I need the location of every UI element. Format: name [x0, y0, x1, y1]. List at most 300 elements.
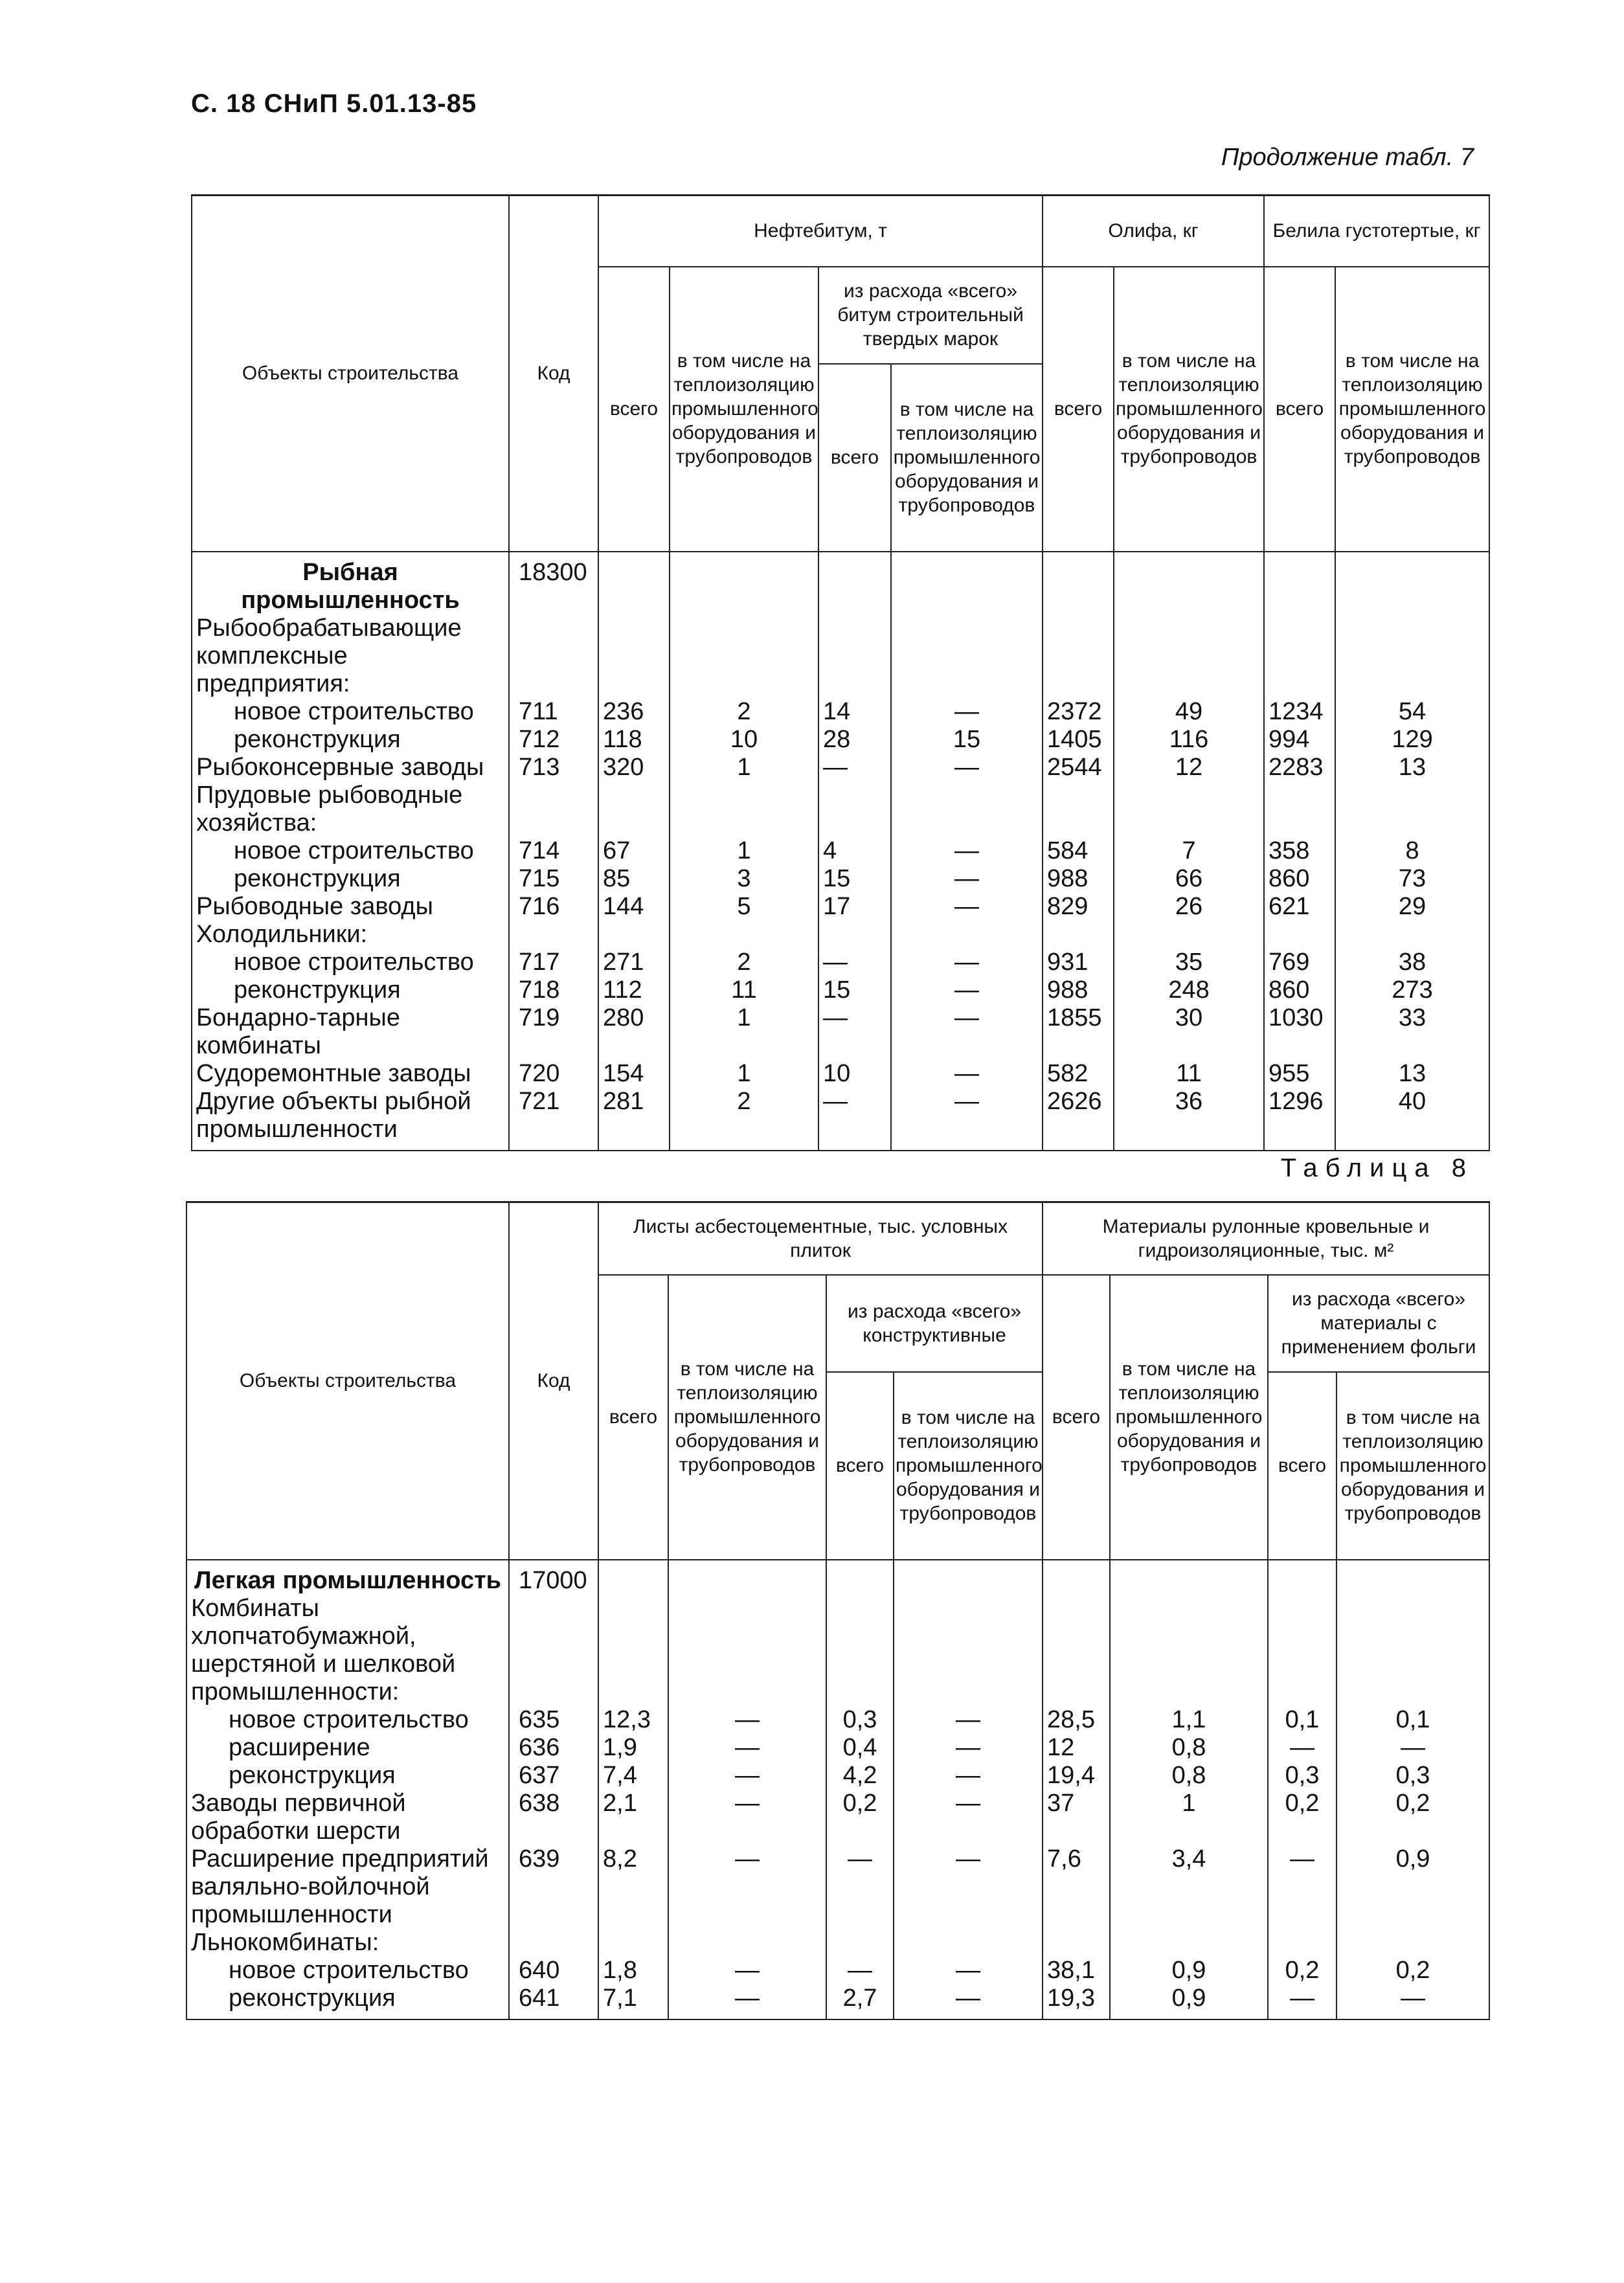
row-value-5: [1043, 1560, 1110, 1595]
row-value-8: 0,9: [1336, 1845, 1489, 1929]
row-value-3: 28: [818, 726, 891, 754]
row-value-8: 33: [1335, 1004, 1489, 1060]
row-value-5: 2626: [1043, 1088, 1114, 1151]
row-value-1: 8,2: [598, 1845, 668, 1929]
table-row: [192, 949, 1489, 976]
table-row: [186, 1957, 1489, 1985]
row-value-3: —: [818, 949, 891, 976]
row-code: [509, 614, 598, 698]
table-row: [186, 1560, 1489, 1595]
roll-total-header: всего: [1043, 1275, 1110, 1560]
row-value-1: 1,9: [598, 1734, 668, 1762]
olifa-total-header: всего: [1043, 267, 1114, 552]
row-value-7: 994: [1264, 726, 1335, 754]
table-8-body: [186, 1560, 1489, 2019]
row-value-3: [818, 552, 891, 614]
row-value-2: —: [668, 1734, 826, 1762]
row-value-3: 15: [818, 976, 891, 1004]
row-value-6: 0,8: [1110, 1762, 1268, 1790]
row-value-2: [668, 1929, 826, 1957]
table7-continuation-caption: Продолжение табл. 7: [1221, 144, 1474, 171]
row-value-8: 73: [1335, 865, 1489, 893]
row-value-2: 1: [670, 754, 818, 782]
row-value-5: 1405: [1043, 726, 1114, 754]
row-value-5: 38,1: [1043, 1957, 1110, 1985]
row-value-2: 1: [670, 1060, 818, 1088]
row-value-6: 11: [1114, 1060, 1264, 1088]
row-code: 719: [509, 1004, 598, 1060]
table-row: [192, 893, 1489, 921]
row-value-4: —: [894, 1845, 1043, 1929]
oil-bitumen-header: Нефтебитум, т: [598, 196, 1043, 267]
row-value-1: [598, 1929, 668, 1957]
row-object-name: реконструкция: [192, 865, 509, 893]
row-value-1: 154: [598, 1060, 670, 1088]
row-code: 720: [509, 1060, 598, 1088]
row-value-6: 248: [1114, 976, 1264, 1004]
row-value-6: 12: [1114, 754, 1264, 782]
row-value-7: 1296: [1264, 1088, 1335, 1151]
row-value-1: 320: [598, 754, 670, 782]
row-value-1: 1,8: [598, 1957, 668, 1985]
table-row: [192, 698, 1489, 726]
row-value-5: 2544: [1043, 754, 1114, 782]
row-value-7: [1268, 1560, 1336, 1595]
table-row: [186, 1595, 1489, 1706]
row-object-name: Рыбоводные заводы: [192, 893, 509, 921]
row-value-4: —: [894, 1985, 1043, 2019]
row-value-1: 85: [598, 865, 670, 893]
belila-total-header: всего: [1264, 267, 1335, 552]
row-value-7: 0,1: [1268, 1706, 1336, 1734]
row-value-1: 144: [598, 893, 670, 921]
row-code: 715: [509, 865, 598, 893]
bitumen-total-header: всего: [598, 267, 670, 552]
row-value-6: [1110, 1595, 1268, 1706]
row-value-8: [1335, 921, 1489, 949]
row-code: 718: [509, 976, 598, 1004]
row-value-4: —: [894, 1957, 1043, 1985]
row-value-6: [1114, 614, 1264, 698]
row-value-2: —: [668, 1957, 826, 1985]
roll-materials-header: Материалы рулонные кровельные и гидроизоляционные, тыс. м²: [1043, 1202, 1489, 1275]
row-object-name: Холодильники:: [192, 921, 509, 949]
row-value-8: 8: [1335, 837, 1489, 865]
row-value-7: 358: [1264, 837, 1335, 865]
row-value-6: 36: [1114, 1088, 1264, 1151]
row-value-4: [891, 552, 1043, 614]
constructive-insulation-header: в том числе на теплоизоляцию промышленного оборудования и трубопроводов: [894, 1372, 1043, 1560]
row-object-name: реконструкция: [186, 1762, 509, 1790]
row-value-4: —: [891, 949, 1043, 976]
row-value-5: 988: [1043, 976, 1114, 1004]
row-value-7: —: [1268, 1845, 1336, 1929]
row-value-6: 0,9: [1110, 1957, 1268, 1985]
table-row: [186, 1929, 1489, 1957]
row-value-4: 15: [891, 726, 1043, 754]
row-value-8: —: [1336, 1734, 1489, 1762]
row-value-8: 0,3: [1336, 1762, 1489, 1790]
row-value-4: —: [894, 1790, 1043, 1845]
row-value-8: [1336, 1560, 1489, 1595]
row-value-7: 769: [1264, 949, 1335, 976]
row-value-5: [1043, 782, 1114, 837]
row-value-5: [1043, 921, 1114, 949]
row-code: 716: [509, 893, 598, 921]
row-value-8: 13: [1335, 1060, 1489, 1088]
row-value-6: [1110, 1560, 1268, 1595]
table-row: [192, 976, 1489, 1004]
row-value-6: [1114, 921, 1264, 949]
row-value-7: [1264, 552, 1335, 614]
row-value-6: 0,8: [1110, 1734, 1268, 1762]
asbestos-sheets-header: Листы асбестоцементные, тыс. условных плиток: [598, 1202, 1043, 1275]
row-value-3: 0,3: [826, 1706, 894, 1734]
table-row: [192, 754, 1489, 782]
row-code: [509, 1595, 598, 1706]
row-value-3: 15: [818, 865, 891, 893]
row-value-3: —: [826, 1845, 894, 1929]
row-value-7: —: [1268, 1985, 1336, 2019]
row-value-2: —: [668, 1706, 826, 1734]
row-value-1: 280: [598, 1004, 670, 1060]
table-row: [186, 1706, 1489, 1734]
row-code: 641: [509, 1985, 598, 2019]
row-value-8: [1335, 552, 1489, 614]
foil-total-header: всего: [1268, 1372, 1336, 1560]
row-object-name: расширение: [186, 1734, 509, 1762]
row-value-7: 860: [1264, 865, 1335, 893]
row-code: 712: [509, 726, 598, 754]
row-value-6: 35: [1114, 949, 1264, 976]
row-value-7: [1268, 1929, 1336, 1957]
row-value-8: [1336, 1929, 1489, 1957]
row-value-2: —: [668, 1985, 826, 2019]
row-value-1: 12,3: [598, 1706, 668, 1734]
row-value-1: 67: [598, 837, 670, 865]
row-value-7: [1264, 614, 1335, 698]
row-value-8: 0,2: [1336, 1957, 1489, 1985]
row-value-7: 621: [1264, 893, 1335, 921]
row-value-4: [894, 1929, 1043, 1957]
row-value-1: 271: [598, 949, 670, 976]
row-value-2: 2: [670, 698, 818, 726]
row-value-1: [598, 614, 670, 698]
row-value-2: —: [668, 1845, 826, 1929]
row-object-name: Расширение предприятий валяльно-войлочной промышленности: [186, 1845, 509, 1929]
row-value-4: [894, 1595, 1043, 1706]
row-value-1: 112: [598, 976, 670, 1004]
row-value-6: 3,4: [1110, 1845, 1268, 1929]
row-value-5: 582: [1043, 1060, 1114, 1088]
code-header: Код: [509, 196, 598, 552]
row-value-8: 29: [1335, 893, 1489, 921]
row-object-name: Прудовые рыбоводные хозяйства:: [192, 782, 509, 837]
row-value-7: [1264, 782, 1335, 837]
row-value-2: [670, 552, 818, 614]
row-value-6: [1114, 552, 1264, 614]
row-code: 17000: [509, 1560, 598, 1595]
row-value-1: 281: [598, 1088, 670, 1151]
row-value-5: 829: [1043, 893, 1114, 921]
row-code: 713: [509, 754, 598, 782]
row-code: 637: [509, 1762, 598, 1790]
row-code: 721: [509, 1088, 598, 1151]
row-object-name: Заводы первичной обработки шерсти: [186, 1790, 509, 1845]
row-code: 717: [509, 949, 598, 976]
row-value-2: [668, 1595, 826, 1706]
row-value-7: 955: [1264, 1060, 1335, 1088]
row-object-name: Льнокомбинаты:: [186, 1929, 509, 1957]
row-value-6: 7: [1114, 837, 1264, 865]
row-value-2: 2: [670, 949, 818, 976]
table-row: [186, 1762, 1489, 1790]
row-object-name: Легкая промышленность: [186, 1560, 509, 1595]
row-value-3: [818, 921, 891, 949]
row-value-5: 2372: [1043, 698, 1114, 726]
code-header: Код: [509, 1202, 598, 1560]
row-value-6: 1: [1110, 1790, 1268, 1845]
row-code: [509, 1929, 598, 1957]
row-value-1: 7,1: [598, 1985, 668, 2019]
row-value-6: 1,1: [1110, 1706, 1268, 1734]
row-value-4: —: [891, 1004, 1043, 1060]
row-value-4: —: [891, 976, 1043, 1004]
row-object-name: реконструкция: [186, 1985, 509, 2019]
row-value-5: 28,5: [1043, 1706, 1110, 1734]
row-object-name: новое строительство: [192, 949, 509, 976]
row-object-name: Комбинаты хлопчатобумажной, шерстяной и шелковой промышленности:: [186, 1595, 509, 1706]
row-value-7: 0,2: [1268, 1790, 1336, 1845]
row-value-1: 118: [598, 726, 670, 754]
row-value-2: [670, 782, 818, 837]
row-value-7: 0,3: [1268, 1762, 1336, 1790]
row-value-1: [598, 782, 670, 837]
row-value-3: —: [826, 1957, 894, 1985]
hard-grades-total-header: всего: [818, 364, 891, 552]
row-value-4: —: [891, 893, 1043, 921]
row-value-3: 4: [818, 837, 891, 865]
row-value-6: [1110, 1929, 1268, 1957]
row-value-8: —: [1336, 1985, 1489, 2019]
row-value-2: 1: [670, 837, 818, 865]
table-row: [192, 726, 1489, 754]
row-value-7: 2283: [1264, 754, 1335, 782]
table-row: [186, 1985, 1489, 2019]
row-value-6: 66: [1114, 865, 1264, 893]
row-value-3: —: [818, 1004, 891, 1060]
row-value-3: 10: [818, 1060, 891, 1088]
row-value-4: —: [891, 1060, 1043, 1088]
row-value-3: [826, 1929, 894, 1957]
roll-insulation-header: в том числе на теплоизоляцию промышленного оборудования и трубопроводов: [1110, 1275, 1268, 1560]
row-value-5: 12: [1043, 1734, 1110, 1762]
row-value-1: [598, 1560, 668, 1595]
row-value-1: [598, 552, 670, 614]
row-value-1: 2,1: [598, 1790, 668, 1845]
row-value-4: —: [891, 837, 1043, 865]
row-value-3: 0,2: [826, 1790, 894, 1845]
row-object-name: Другие объекты рыбной промышленности: [192, 1088, 509, 1151]
row-object-name: Судоремонтные заводы: [192, 1060, 509, 1088]
table-row: [192, 1004, 1489, 1060]
table-row: [186, 1790, 1489, 1845]
row-value-8: [1335, 614, 1489, 698]
page-header: С. 18 СНиП 5.01.13-85: [191, 89, 477, 118]
row-code: 640: [509, 1957, 598, 1985]
row-value-8: [1336, 1595, 1489, 1706]
row-code: 711: [509, 698, 598, 726]
foil-insulation-header: в том числе на теплоизоляцию промышленного оборудования и трубопроводов: [1336, 1372, 1489, 1560]
row-value-1: 236: [598, 698, 670, 726]
row-code: 18300: [509, 552, 598, 614]
asbestos-total-header: всего: [598, 1275, 668, 1560]
row-code: 714: [509, 837, 598, 865]
row-value-3: [826, 1560, 894, 1595]
bitumen-hard-grades-header: из расхода «всего» битум строительный твердых марок: [818, 267, 1043, 364]
row-value-7: [1268, 1595, 1336, 1706]
row-value-1: 7,4: [598, 1762, 668, 1790]
asbestos-insulation-header: в том числе на теплоизоляцию промышленного оборудования и трубопроводов: [668, 1275, 826, 1560]
row-value-2: 5: [670, 893, 818, 921]
row-value-6: 0,9: [1110, 1985, 1268, 2019]
row-value-4: [894, 1560, 1043, 1595]
constructive-total-header: всего: [826, 1372, 894, 1560]
row-object-name: новое строительство: [192, 698, 509, 726]
row-value-3: —: [818, 1088, 891, 1151]
row-value-4: [891, 614, 1043, 698]
table-7-body: [192, 552, 1489, 1151]
bitumen-insulation-header: в том числе на теплоизоляцию промышленного оборудования и трубопроводов: [670, 267, 818, 552]
row-value-4: [891, 921, 1043, 949]
row-value-4: —: [891, 865, 1043, 893]
row-object-name: новое строительство: [186, 1957, 509, 1985]
table-row: [192, 921, 1489, 949]
row-value-8: 273: [1335, 976, 1489, 1004]
row-code: 638: [509, 1790, 598, 1845]
row-value-2: —: [668, 1790, 826, 1845]
table-row: [192, 865, 1489, 893]
table-row: [192, 552, 1489, 614]
row-value-8: 0,2: [1336, 1790, 1489, 1845]
table-row: [192, 782, 1489, 837]
row-value-3: 17: [818, 893, 891, 921]
row-value-2: 1: [670, 1004, 818, 1060]
row-value-2: 3: [670, 865, 818, 893]
row-value-4: —: [891, 698, 1043, 726]
row-object-name: реконструкция: [192, 976, 509, 1004]
row-value-3: —: [818, 754, 891, 782]
table-row: [192, 614, 1489, 698]
row-value-7: 1030: [1264, 1004, 1335, 1060]
row-value-2: 11: [670, 976, 818, 1004]
row-value-7: —: [1268, 1734, 1336, 1762]
row-value-3: [818, 614, 891, 698]
table-row: [186, 1845, 1489, 1929]
row-object-name: Рыбообрабатывающие комплексные предприятия:: [192, 614, 509, 698]
row-value-5: [1043, 614, 1114, 698]
row-value-4: —: [894, 1762, 1043, 1790]
row-value-3: 0,4: [826, 1734, 894, 1762]
row-value-2: [670, 921, 818, 949]
belila-insulation-header: в том числе на теплоизоляцию промышленного оборудования и трубопроводов: [1335, 267, 1489, 552]
row-code: [509, 782, 598, 837]
row-value-3: [826, 1595, 894, 1706]
row-value-5: [1043, 1929, 1110, 1957]
row-value-1: [598, 921, 670, 949]
table8-caption: Таблица 8: [1280, 1154, 1474, 1182]
row-object-name: Бондарно-тарные комбинаты: [192, 1004, 509, 1060]
row-code: 636: [509, 1734, 598, 1762]
row-value-7: 0,2: [1268, 1957, 1336, 1985]
objects-header: Объекты строительства: [192, 196, 509, 552]
row-value-3: 14: [818, 698, 891, 726]
table-row: [192, 1088, 1489, 1151]
row-object-name: новое строительство: [192, 837, 509, 865]
row-value-5: 584: [1043, 837, 1114, 865]
row-value-7: 860: [1264, 976, 1335, 1004]
row-value-8: 0,1: [1336, 1706, 1489, 1734]
row-value-7: 1234: [1264, 698, 1335, 726]
row-value-6: 49: [1114, 698, 1264, 726]
row-value-4: —: [891, 754, 1043, 782]
row-object-name: Рыбоконсервные заводы: [192, 754, 509, 782]
row-value-5: 19,4: [1043, 1762, 1110, 1790]
table-8: [186, 1201, 1490, 2020]
row-code: 635: [509, 1706, 598, 1734]
row-object-name: новое строительство: [186, 1706, 509, 1734]
row-code: 639: [509, 1845, 598, 1929]
row-value-6: 116: [1114, 726, 1264, 754]
row-value-3: [818, 782, 891, 837]
row-value-6: 30: [1114, 1004, 1264, 1060]
row-value-6: [1114, 782, 1264, 837]
row-value-5: 988: [1043, 865, 1114, 893]
row-value-5: 19,3: [1043, 1985, 1110, 2019]
row-value-2: [668, 1560, 826, 1595]
row-value-2: 10: [670, 726, 818, 754]
row-object-name: Рыбная промышленность: [192, 552, 509, 614]
asbestos-constructive-header: из расхода «всего» конструктивные: [826, 1275, 1043, 1372]
row-value-5: 37: [1043, 1790, 1110, 1845]
row-value-8: 13: [1335, 754, 1489, 782]
objects-header: Объекты строительства: [186, 1202, 509, 1560]
row-value-5: 931: [1043, 949, 1114, 976]
white-paint-header: Белила густотертые, кг: [1264, 196, 1489, 267]
olifa-insulation-header: в том числе на теплоизоляцию промышленного оборудования и трубопроводов: [1114, 267, 1264, 552]
row-value-2: —: [668, 1762, 826, 1790]
row-value-2: 2: [670, 1088, 818, 1151]
hard-grades-insulation-header: в том числе на теплоизоляцию промышленного оборудования и трубопроводов: [891, 364, 1043, 552]
row-value-3: 2,7: [826, 1985, 894, 2019]
row-value-8: 129: [1335, 726, 1489, 754]
row-value-1: [598, 1595, 668, 1706]
row-code: [509, 921, 598, 949]
row-value-7: [1264, 921, 1335, 949]
row-value-4: —: [891, 1088, 1043, 1151]
row-value-2: [670, 614, 818, 698]
row-value-8: [1335, 782, 1489, 837]
row-value-8: 40: [1335, 1088, 1489, 1151]
drying-oil-header: Олифа, кг: [1043, 196, 1264, 267]
row-value-4: [891, 782, 1043, 837]
row-object-name: реконструкция: [192, 726, 509, 754]
row-value-3: 4,2: [826, 1762, 894, 1790]
table-row: [192, 1060, 1489, 1088]
row-value-6: 26: [1114, 893, 1264, 921]
row-value-4: —: [894, 1734, 1043, 1762]
row-value-8: 38: [1335, 949, 1489, 976]
